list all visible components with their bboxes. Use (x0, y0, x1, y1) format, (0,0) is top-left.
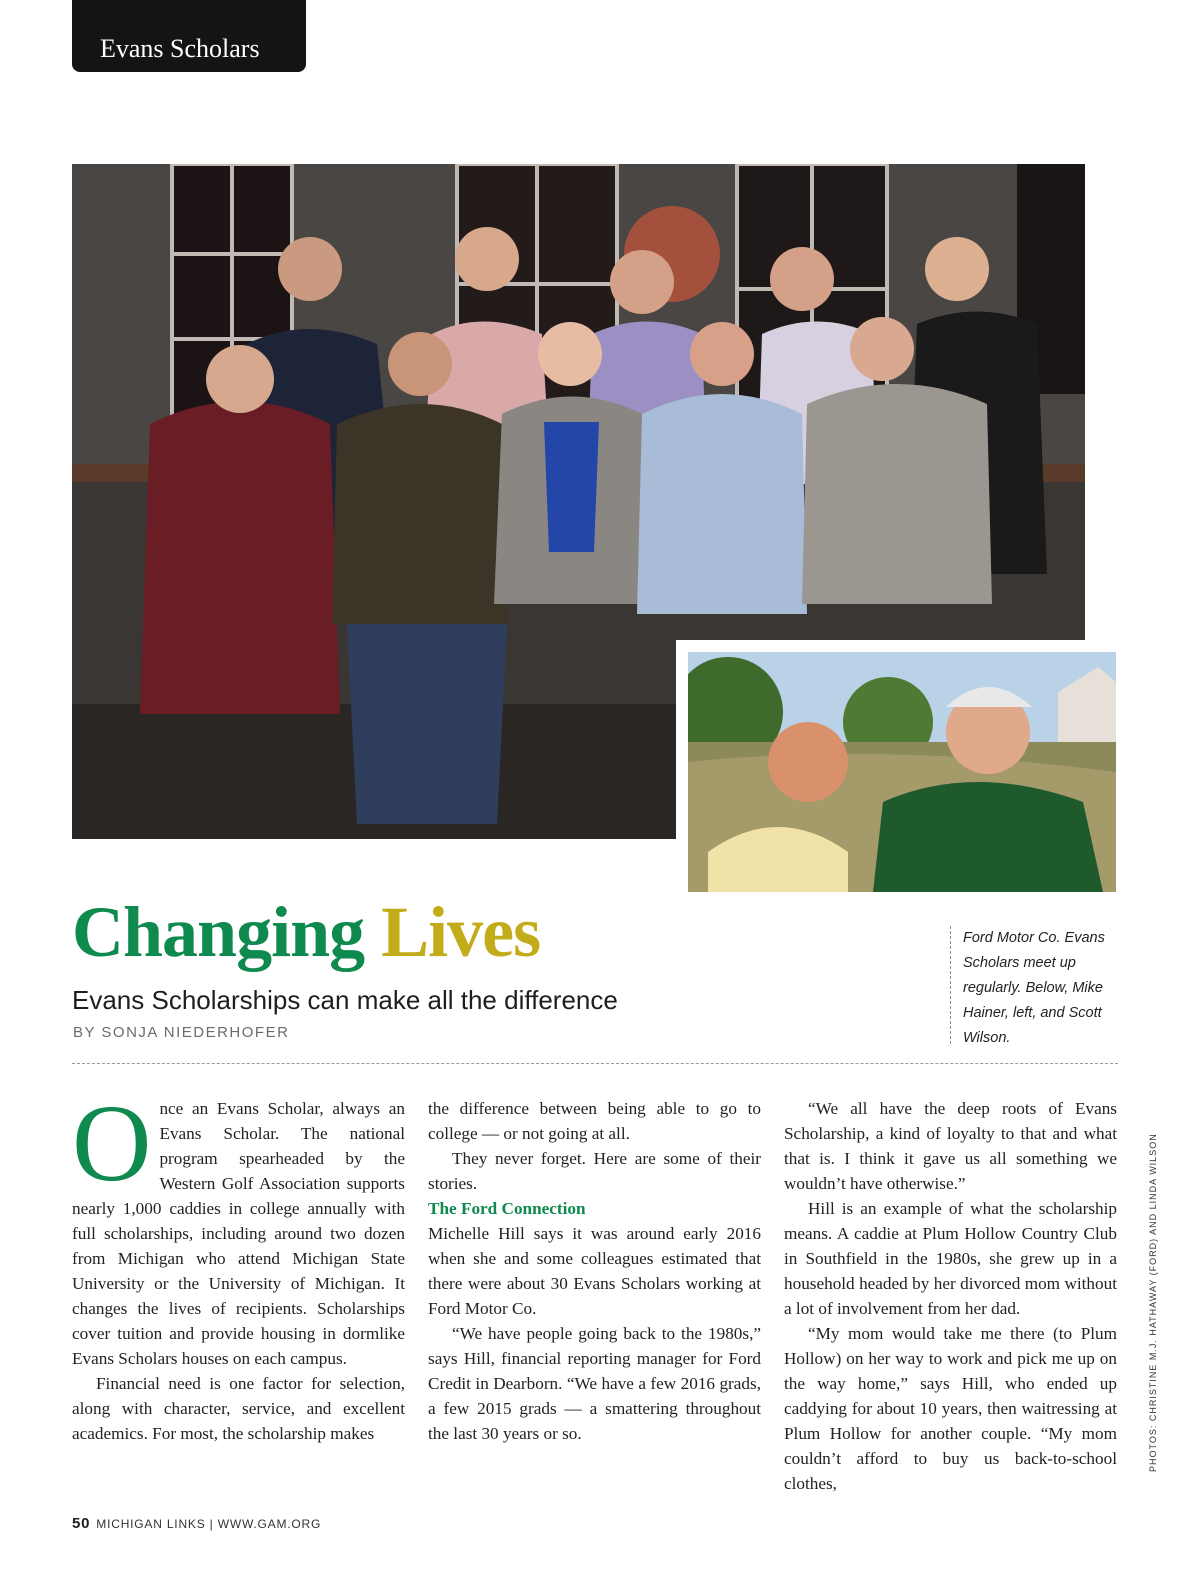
photo-caption: Ford Motor Co. Evans Scholars meet up regularly. Below, Mike Hainer, left, and Scott Wilson. (950, 926, 1120, 1044)
byline: BY SONJA NIEDERHOFER (73, 1024, 290, 1041)
paragraph: They never forget. Here are some of their stories. (428, 1149, 761, 1193)
section-tab: Evans Scholars (72, 0, 306, 72)
headline-word-1: Changing (72, 892, 365, 972)
inset-photo (676, 640, 1128, 904)
footer (72, 1515, 321, 1532)
paragraph: the difference between being able to go to college — or not going at all. (428, 1099, 761, 1143)
paragraph: “My mom would take me there (to Plum Hollow) on her way to work and pick me up on the way home,” says Hill, who ended up caddying for about 10 years, then waitressing at Plum Hollow for another couple. “My mom couldn’t afford to buy us back-to-school clothes, (784, 1324, 1117, 1493)
headline-word-2: Lives (381, 892, 541, 972)
body-column-1 (72, 1082, 405, 1446)
headline (72, 892, 541, 972)
divider (72, 1063, 1118, 1064)
paragraph: “We have people going back to the 1980s,” says Hill, financial reporting manager for Ford Credit in Dearborn. “We have a few 2016 grads, a few 2015 grads — a smattering throughout the last 30 years or so. (428, 1324, 761, 1443)
paragraph: “We all have the deep roots of Evans Scholarship, a kind of loyalty to that and what that is. I think it gave us all something we wouldn’t have otherwise.” (784, 1099, 1117, 1193)
paragraph: Hill is an example of what the scholarship means. A caddie at Plum Hollow Country Club in Southfield in the 1980s, she grew up in a household headed by her divorced mom without a lot of involvement from her dad. (784, 1199, 1117, 1318)
page-number: 50 (72, 1515, 91, 1532)
body-column-2 (428, 1096, 761, 1446)
deck: Evans Scholarships can make all the difference (72, 985, 618, 1015)
publication-name: MICHIGAN LINKS | WWW.GAM.ORG (96, 1517, 322, 1531)
body-column-3 (784, 1096, 1117, 1496)
paragraph: Michelle Hill says it was around early 2016 when she and some colleagues estimated that there were about 30 Evans Scholars working at Ford Motor Co. (428, 1224, 761, 1318)
subhead: The Ford Connection (428, 1199, 586, 1218)
paragraph: Financial need is one factor for selection, along with character, service, and excellent academics. For most, the scholarship makes (72, 1374, 405, 1443)
paragraph: nce an Evans Scholar, always an Evans Scholar. The national program spearheaded by the Western Golf Association supports nearly 1,000 caddies in college annually with full scholarships, including around two dozen from Michigan who attend Michigan State University or the University of Michigan. It changes the lives of recipients. Scholarships cover tuition and provide housing in dormlike Evans Scholars houses on each campus. (72, 1099, 405, 1368)
dropcap: O (72, 1082, 152, 1204)
photo-credit: PHOTOS: CHRISTINE M.J. HATHAWAY (FORD) AND LINDA WILSON (1148, 1133, 1158, 1472)
